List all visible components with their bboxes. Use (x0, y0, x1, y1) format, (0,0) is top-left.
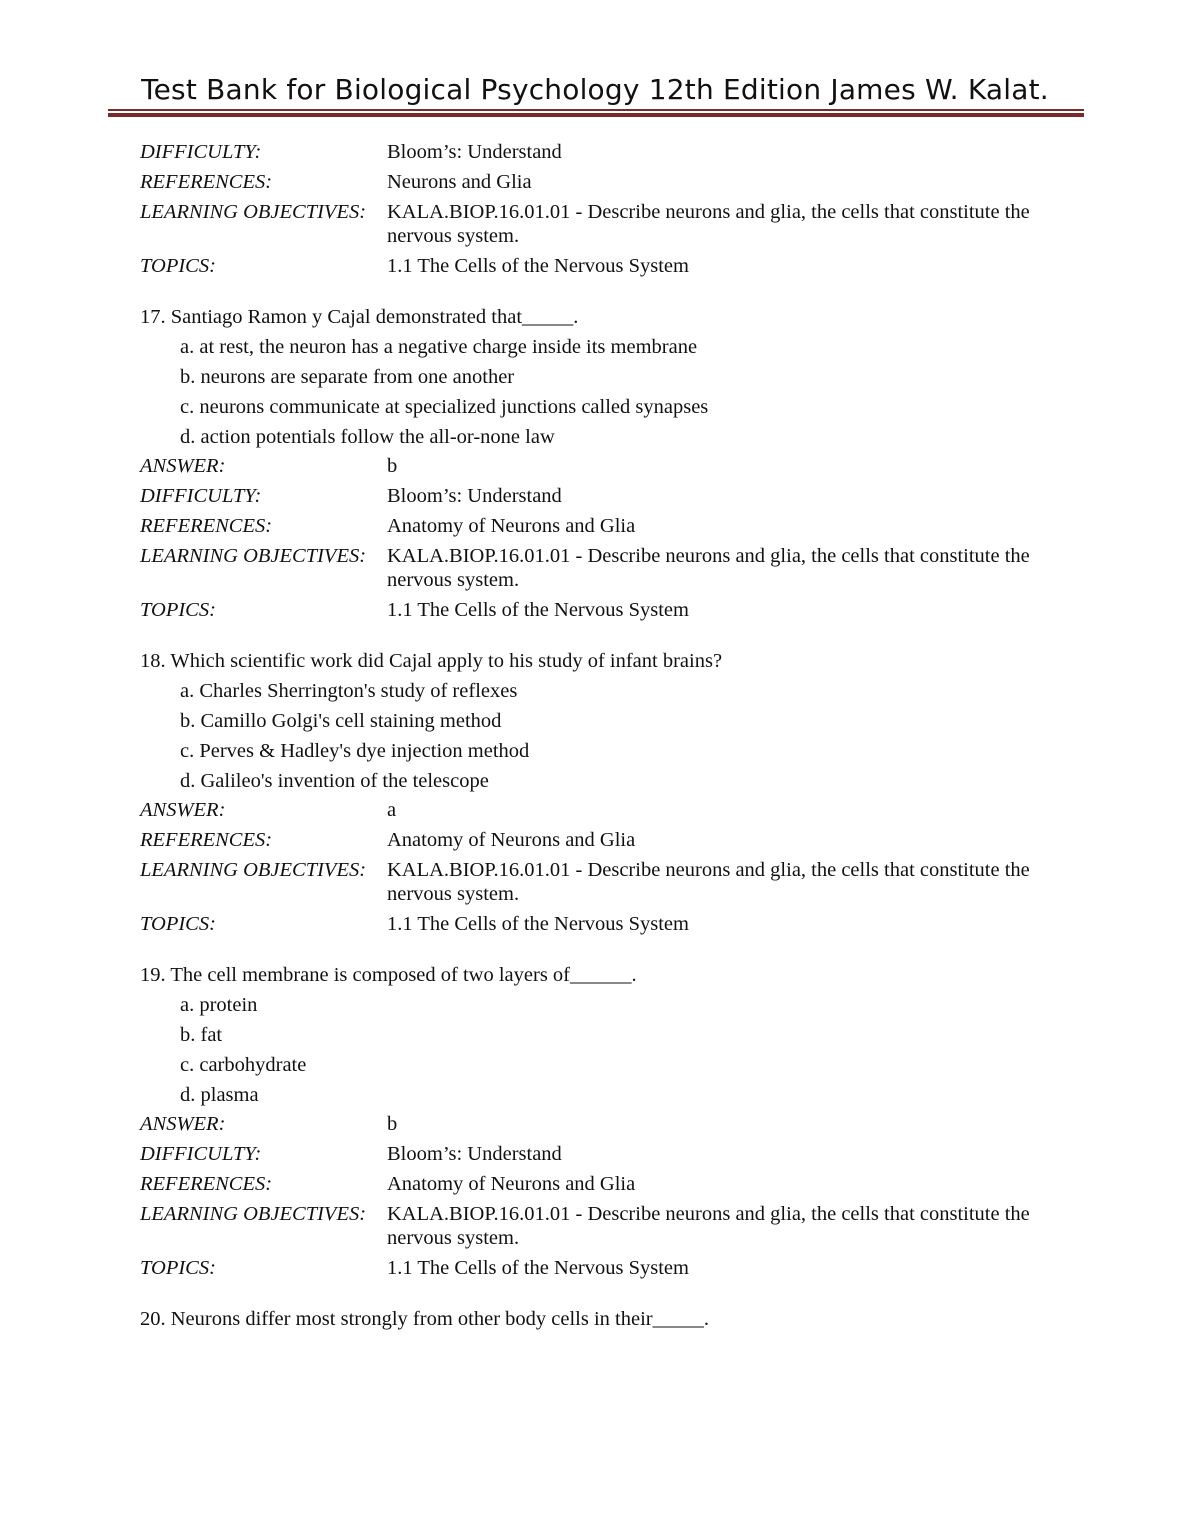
topics-value: 1.1 The Cells of the Nervous System (387, 255, 689, 277)
objectives-value: KALA.BIOP.16.01.01 - Describe neurons and glia, the cells that constitute the nervous system. (387, 545, 1030, 591)
references-value: Anatomy of Neurons and Glia (387, 829, 636, 851)
objectives-label: LEARNING OBJECTIVES: (140, 201, 367, 223)
page-title: Test Bank for Biological Psychology 12th Edition James W. Kalat. (141, 73, 1049, 106)
references-label: REFERENCES: (140, 171, 273, 193)
references-label: REFERENCES: (140, 515, 273, 537)
option-d: d. action potentials follow the all-or-none law (180, 426, 555, 448)
question-16-metadata (140, 140, 1040, 278)
objectives-value: KALA.BIOP.16.01.01 - Describe neurons and glia, the cells that constitute the nervous system. (387, 1203, 1030, 1249)
difficulty-row (140, 140, 1040, 164)
answer-value: a (387, 799, 397, 821)
difficulty-value: Bloom’s: Understand (387, 485, 562, 507)
answer-label: ANSWER: (140, 1113, 226, 1135)
option-a: a. Charles Sherrington's study of reflexes (180, 680, 518, 702)
difficulty-label: DIFFICULTY: (140, 141, 262, 163)
topics-row (140, 598, 1040, 622)
objectives-label: LEARNING OBJECTIVES: (140, 1203, 367, 1225)
answer-label: ANSWER: (140, 799, 226, 821)
references-label: REFERENCES: (140, 1173, 273, 1195)
difficulty-value: Bloom’s: Understand (387, 1143, 562, 1165)
objectives-row (140, 858, 1040, 906)
topics-row (140, 1256, 1040, 1280)
question-19 (140, 962, 1040, 1280)
option-d: d. Galileo's invention of the telescope (180, 770, 489, 792)
answer-value: b (387, 455, 398, 477)
references-row (140, 828, 1040, 852)
option-a: a. at rest, the neuron has a negative charge inside its membrane (180, 336, 698, 358)
references-value: Neurons and Glia (387, 171, 532, 193)
objectives-label: LEARNING OBJECTIVES: (140, 545, 367, 567)
references-label: REFERENCES: (140, 829, 273, 851)
difficulty-row (140, 484, 1040, 508)
option-c: c. carbohydrate (180, 1054, 307, 1076)
question-stem: 19. The cell membrane is composed of two layers of______. (140, 964, 637, 986)
topics-label: TOPICS: (140, 255, 216, 277)
difficulty-label: DIFFICULTY: (140, 485, 262, 507)
references-row (140, 170, 1040, 194)
question-17 (140, 304, 1040, 622)
question-20 (140, 1306, 1040, 1332)
references-row (140, 514, 1040, 538)
objectives-value: KALA.BIOP.16.01.01 - Describe neurons and glia, the cells that constitute the nervous system. (387, 859, 1030, 905)
option-b: b. fat (180, 1024, 223, 1046)
difficulty-label: DIFFICULTY: (140, 1143, 262, 1165)
question-18 (140, 648, 1040, 936)
option-d: d. plasma (180, 1084, 259, 1106)
question-stem: 20. Neurons differ most strongly from other body cells in their_____. (140, 1308, 709, 1330)
answer-value: b (387, 1113, 398, 1135)
question-stem: 18. Which scientific work did Cajal apply to his study of infant brains? (140, 650, 723, 672)
question-stem: 17. Santiago Ramon y Cajal demonstrated that_____. (140, 306, 579, 328)
answer-row (140, 1112, 1040, 1136)
topics-value: 1.1 The Cells of the Nervous System (387, 599, 689, 621)
references-value: Anatomy of Neurons and Glia (387, 1173, 636, 1195)
objectives-label: LEARNING OBJECTIVES: (140, 859, 367, 881)
references-value: Anatomy of Neurons and Glia (387, 515, 636, 537)
option-c: c. neurons communicate at specialized junctions called synapses (180, 396, 709, 418)
references-row (140, 1172, 1040, 1196)
option-b: b. neurons are separate from one another (180, 366, 515, 388)
topics-value: 1.1 The Cells of the Nervous System (387, 913, 689, 935)
topics-label: TOPICS: (140, 599, 216, 621)
difficulty-value: Bloom’s: Understand (387, 141, 562, 163)
answer-label: ANSWER: (140, 455, 226, 477)
topics-value: 1.1 The Cells of the Nervous System (387, 1257, 689, 1279)
topics-label: TOPICS: (140, 913, 216, 935)
option-c: c. Perves & Hadley's dye injection method (180, 740, 530, 762)
option-a: a. protein (180, 994, 258, 1016)
objectives-value: KALA.BIOP.16.01.01 - Describe neurons and glia, the cells that constitute the nervous system. (387, 201, 1030, 247)
difficulty-row (140, 1142, 1040, 1166)
topics-row (140, 254, 1040, 278)
answer-row (140, 454, 1040, 478)
answer-row (140, 798, 1040, 822)
header-rule-thin (108, 109, 1084, 111)
objectives-row (140, 544, 1040, 592)
document-body (140, 140, 1040, 1336)
option-b: b. Camillo Golgi's cell staining method (180, 710, 502, 732)
objectives-row (140, 200, 1040, 248)
header-rule-thick (108, 113, 1084, 117)
objectives-row (140, 1202, 1040, 1250)
topics-label: TOPICS: (140, 1257, 216, 1279)
topics-row (140, 912, 1040, 936)
